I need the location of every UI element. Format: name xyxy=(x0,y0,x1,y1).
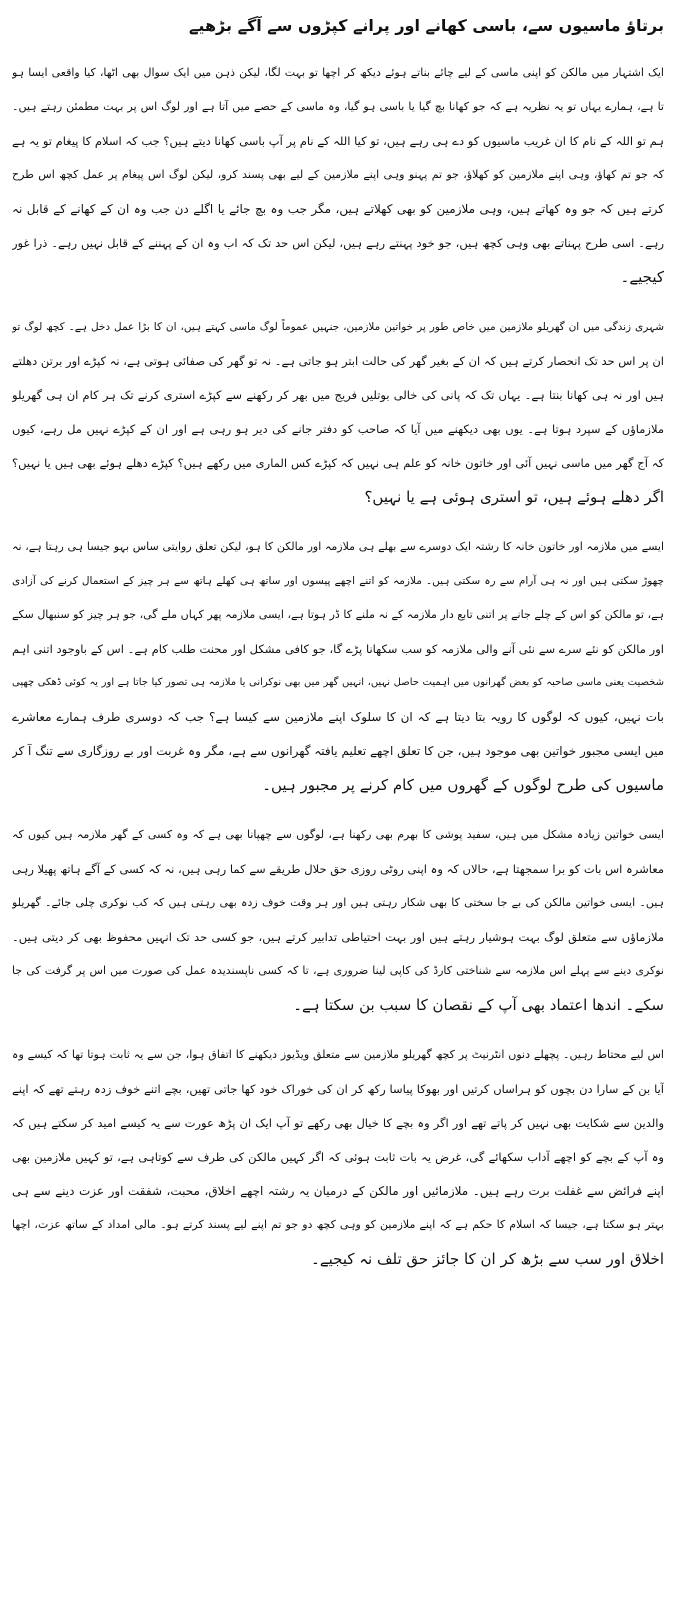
text-line: والدین سے شکایت بھی نہیں کر پاتے تھے اور اگر وہ بچے کا خیال بھی رکھے تو آپ ایک ان پڑھ عورت سے یہ کیسے امید کر سکتے ہیں کہ xyxy=(12,1116,664,1130)
text-line: ایسے میں ملازمہ اور خاتون خانہ کا رشتہ ایک دوسرے سے بھلے ہی ملازمہ اور مالکن کا ہو، لیکن تعلق روایتی ساس بہو جیسا ہی رہتا ہے، نہ xyxy=(12,540,664,553)
text-line: آیا بن کے سارا دن بچوں کو ہراساں کرتیں اور بھوکا پیاسا رکھ کر ان کی خوراک خود کھا جاتی تھیں، بچے اتنے خوف زدہ رہتے تھے کہ اپنے xyxy=(12,1082,664,1096)
text-line: اس لیے محتاط رہیں۔ پچھلے دنوں انٹرنیٹ پر کچھ گھریلو ملازمین سے متعلق ویڈیوز دیکھنے کا اتفاق ہوا، جن سے یہ ثابت ہوتا تھا کہ کیسے وہ xyxy=(12,1048,664,1061)
text-line: ہے، تو مالکن کو اس کے چلے جانے پر اتنی تابع دار ملازمہ کے نہ ملنے کا ڈر ہوتا ہے، ایسی ملازمہ پھر کہاں ملے گی، جو ہر چیز کو سنبھال سکے xyxy=(12,608,664,621)
text-line: تا ہے، ہمارے یہاں تو یہ نظریہ ہے کہ جو کھانا بچ گیا یا باسی ہو گیا، وہ ماسی کے حصے میں آتا ہے اور لوگ اس پر بہت مطمئن رہتے ہیں۔ xyxy=(12,100,664,113)
paragraph xyxy=(12,56,664,294)
text-line: سکے۔ اندھا اعتماد بھی آپ کے نقصان کا سبب بن سکتا ہے۔ xyxy=(293,996,664,1014)
text-line: ایک اشتہار میں مالکن کو اپنی ماسی کے لیے چائے بناتے ہوئے دیکھ کر اچھا تو بہت لگا، لیکن ذہن میں ایک سوال بھی اٹھا، کیا واقعی ایسا ہو xyxy=(12,66,664,79)
paragraph xyxy=(12,310,664,514)
text-line: وہ آپ کے بچے کو اچھے آداب سکھائے گی، غرض یہ بات ثابت ہوئی کہ اگر کہیں مالکن کی طرف سے کوتاہی ہے، تو کہیں ملازمین بھی xyxy=(12,1150,664,1164)
text-line: کیجیے۔ xyxy=(620,268,664,286)
paragraph xyxy=(12,530,664,802)
text-line: نوکری دینے سے پہلے اس ملازمہ سے شناختی کارڈ کی کاپی لینا ضروری ہے، تا کہ کسی ناپسندیدہ عمل کی صورت میں اس پر گرفت کی جا xyxy=(12,964,664,977)
text-line: معاشرہ اس بات کو برا سمجھتا ہے، حالاں کہ وہ اپنی روٹی روزی حق حلال طریقے سے کما رہی ہیں، نہ کہ کسی کے آگے ہاتھ پھیلا رہی xyxy=(12,862,664,876)
text-line: ایسی خواتین زیادہ مشکل میں ہیں، سفید پوشی کا بھرم بھی رکھنا ہے، لوگوں سے چھپانا بھی ہے کہ وہ کسی کے گھر ملازمہ ہیں کیوں کہ xyxy=(12,828,664,841)
text-line: کہ جو تم کھاؤ، وہی اپنے ملازمین کو کھلاؤ، جو تم پہنو وہی اپنے ملازمین کے لیے بھی پسند کرو، لیکن لوگ اس پیغام پر عمل کچھ اس طرح xyxy=(12,168,664,181)
article-title: برتاؤ ماسیوں سے، باسی کھانے اور پرانے کپڑوں سے آگے بڑھیے xyxy=(189,16,664,35)
text-line: شخصیت یعنی ماسی صاحبہ کو بعض گھرانوں میں اہمیت حاصل نہیں، انہیں گھر میں بھی نوکرانی یا ملازمہ ہی تصور کیا جاتا ہے اور یہ کوئی ڈھکی چھپی xyxy=(12,677,664,688)
text-line: کہ آج گھر میں ماسی نہیں آئی اور خاتون خانہ کو علم ہی نہیں کہ کپڑے کس الماری میں رکھے ہیں؟ کپڑے دھلے ہوئے بھی ہیں یا نہیں؟ xyxy=(12,456,664,470)
text-line: کرتے ہیں کہ جو وہ کھاتے ہیں، وہی ملازمین کو بھی کھلاتے ہیں، مگر جب وہ بچ جائے یا اگلے دن جب وہ ان کے کھانے کے قابل نہ xyxy=(12,202,664,216)
text-line: ملازماؤں سے متعلق لوگ بہت ہوشیار رہتے ہیں اور بہت احتیاطی تدابیر کرتے ہیں، جو کسی حد تک انہیں محفوظ بھی کر دیتی ہیں۔ xyxy=(12,930,664,944)
text-line: ملازماؤں کے سپرد ہوتا ہے۔ یوں بھی دیکھنے میں آیا کہ صاحب کو دفتر جانے کی دیر ہو رہی ہے اور ان کے کپڑے نہیں مل رہے، کیوں xyxy=(12,422,664,436)
paragraph xyxy=(12,1038,664,1276)
text-line: ماسیوں کی طرح لوگوں کے گھروں میں کام کرنے پر مجبور ہیں۔ xyxy=(262,776,664,794)
text-line: اخلاق اور سب سے بڑھ کر ان کا جائز حق تلف نہ کیجیے۔ xyxy=(311,1250,664,1268)
text-line: اور مالکن کو نئے سرے سے نئی آنے والی ملازمہ کو سب سکھانا پڑے گا، جو کافی مشکل اور محنت طلب کام ہے۔ اس کے باوجود اتنی اہم xyxy=(12,642,664,656)
text-line: بہتر ہو سکتا ہے، جیسا کہ اسلام کا حکم ہے کہ اپنے ملازمین کو وہی کچھ دو جو تم اپنے لیے پسند کرتے ہو۔ مالی امداد کے ساتھ عزت، اچھا xyxy=(12,1218,664,1231)
text-line: چھوڑ سکتی ہیں اور نہ ہی آرام سے رہ سکتی ہیں۔ ملازمہ کو اتنے اچھے پیسوں اور ساتھ ہی کھلے ہاتھ سے ہر چیز کے استعمال کرنے کی آزادی xyxy=(12,575,664,587)
text-line: ہیں۔ ایسی خواتین مالکن کی بے جا سختی کا بھی شکار رہتی ہیں اور ہر وقت خوف زدہ بھی رہتی ہیں کہ کب نوکری چلی جائے۔ گھریلو xyxy=(12,896,664,909)
text-line: ہم تو اللہ کے نام کا ان غریب ماسیوں کو دے ہی رہے ہیں، تو کیا اللہ کے نام پر آپ باسی کھانا دیتے ہیں؟ جب کہ اسلام کا پیغام تو یہ ہے xyxy=(12,134,664,148)
paragraph xyxy=(12,818,664,1022)
article-body xyxy=(12,56,664,1276)
text-line: میں ایسی مجبور خواتین بھی موجود ہیں، جن کا تعلق اچھے تعلیم یافتہ گھرانوں سے ہے، مگر وہ غربت اور بے روزگاری سے تنگ آ کر xyxy=(12,744,664,758)
text-line: ان پر اس حد تک انحصار کرتے ہیں کہ ان کے بغیر گھر کی حالت ابتر ہو جاتی ہے۔ نہ تو گھر کی صفائی ہوتی ہے، نہ کپڑے اور برتن دھلتے xyxy=(12,354,664,368)
text-line: شہری زندگی میں ان گھریلو ملازمین میں خاص طور پر خواتین ملازمین، جنہیں عموماً لوگ ماسی کہتے ہیں، ان کا بڑا عمل دخل ہے۔ کچھ لوگ تو xyxy=(12,321,664,333)
text-line: بات نہیں، کیوں کہ لوگوں کا رویہ بتا دیتا ہے کہ ان کا سلوک اپنے ملازمین سے کیسا ہے؟ جب کہ دوسری طرف ہمارے معاشرے xyxy=(12,710,664,724)
text-line: ہیں اور نہ ہی کھانا بنتا ہے۔ یہاں تک کہ پانی کی خالی بوتلیں فریج میں بھر کر رکھنے سے کپڑے استری کرنے تک ہر کام ان ہی گھریلو xyxy=(12,388,664,402)
text-line: رہے۔ اسی طرح پہناتے بھی وہی کچھ ہیں، جو خود پہنتے رہے ہیں، لیکن اس حد تک کہ اب وہ ان کے پہننے کے قابل نہیں رہے۔ ذرا غور xyxy=(12,236,664,250)
text-line: اگر دھلے ہوئے ہیں، تو استری ہوئی ہے یا نہیں؟ xyxy=(364,488,664,506)
text-line: اپنے فرائض سے غفلت برت رہے ہیں۔ ملازمائیں اور مالکن کے درمیان یہ رشتہ اچھے اخلاق، محبت، شفقت اور عزت دینے سے ہی xyxy=(12,1184,664,1198)
